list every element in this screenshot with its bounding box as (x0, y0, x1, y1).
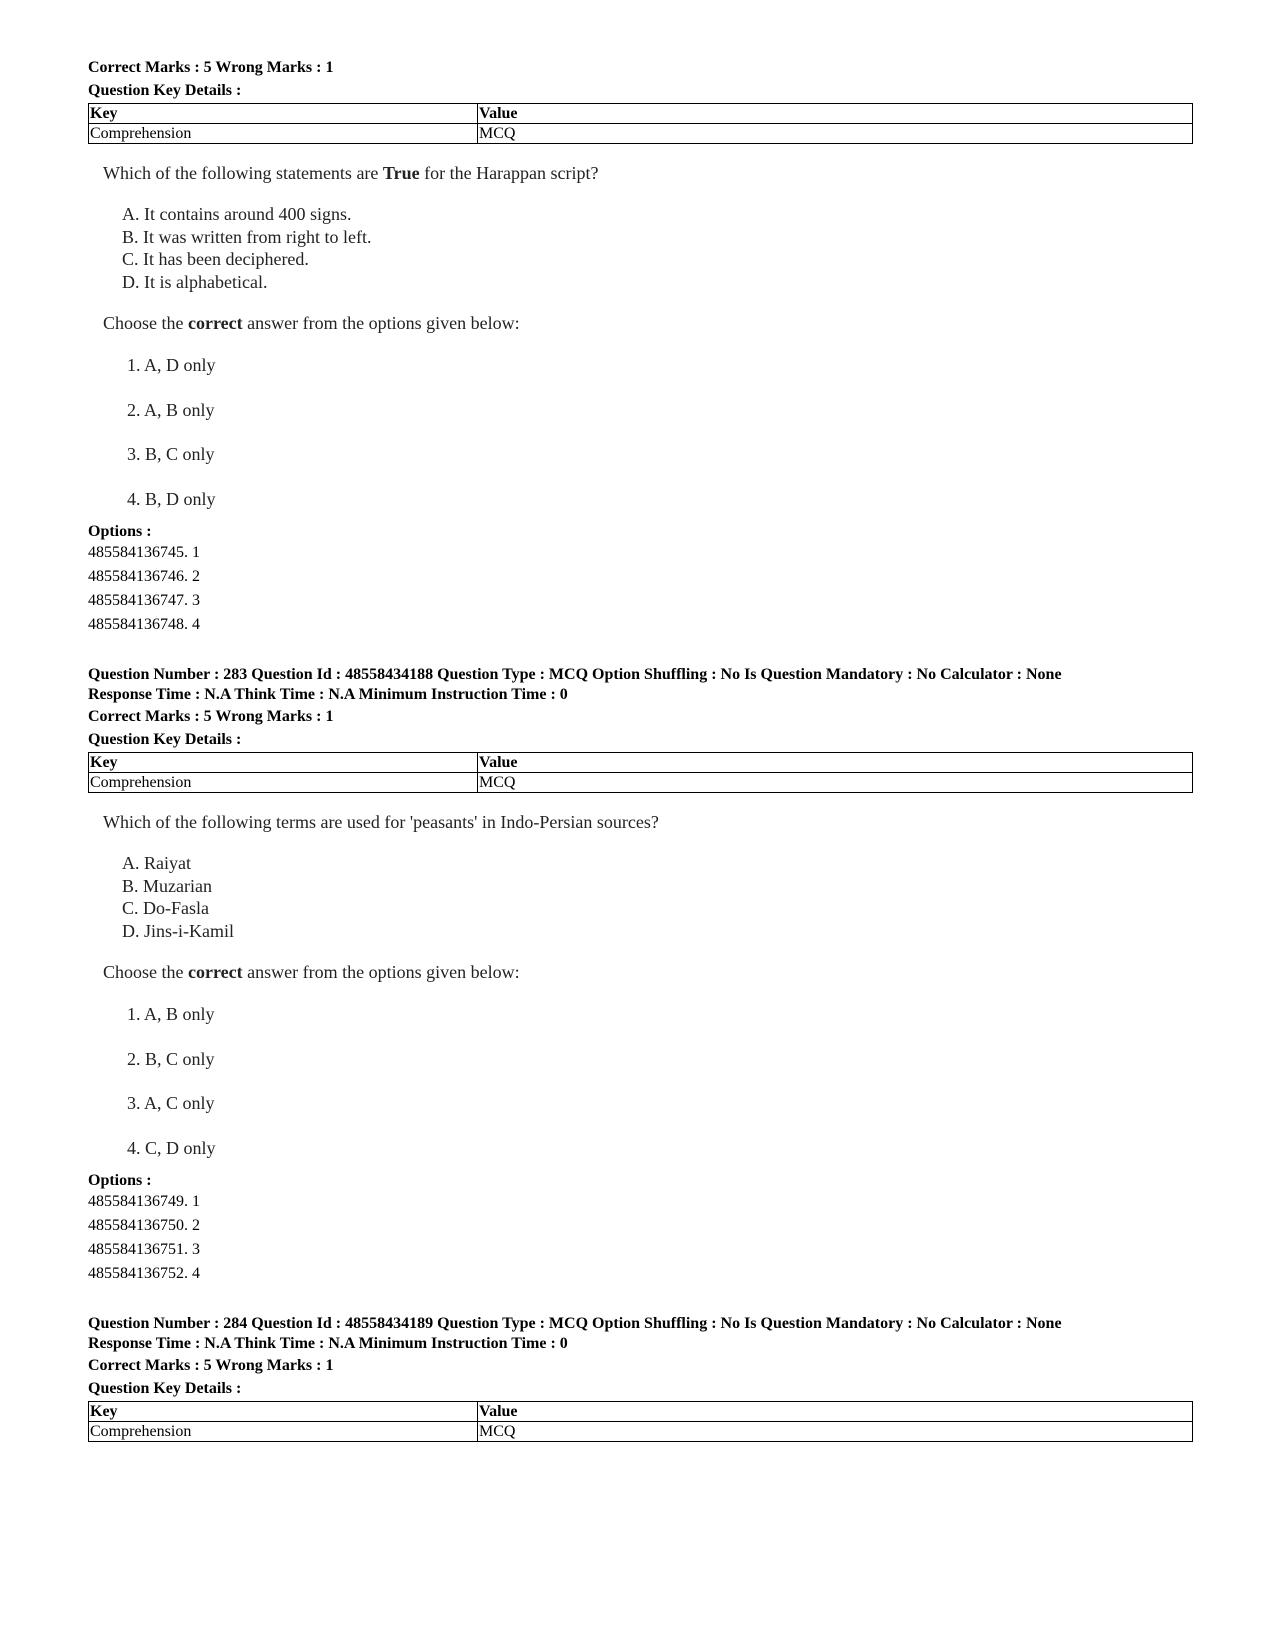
table-cell-value: MCQ (478, 773, 1193, 793)
option-id: 485584136752. 4 (88, 1265, 200, 1282)
question-meta-line: Question Number : 283 Question Id : 48558434188 Question Type : MCQ Option Shuffling : No Is Question Mandatory : No Calculator : None (88, 666, 1062, 683)
table-header-row (89, 104, 1193, 124)
marks-line: Correct Marks : 5 Wrong Marks : 1 (88, 708, 334, 725)
answer-choice: 4. C, D only (127, 1137, 216, 1158)
question-content (103, 162, 1193, 510)
table-header-key: Key (89, 104, 478, 124)
table-row (89, 773, 1193, 793)
table-header-row (89, 1402, 1193, 1422)
table-header-value: Value (478, 1402, 1193, 1422)
table-row (89, 124, 1193, 144)
option-id: 485584136747. 3 (88, 592, 200, 609)
option-id: 485584136748. 4 (88, 616, 200, 633)
key-details-table (88, 1401, 1193, 1442)
question-block-282 (88, 58, 1193, 637)
statement-item: C. It has been deciphered. (122, 249, 309, 269)
option-id: 485584136750. 2 (88, 1217, 200, 1234)
key-details-table (88, 103, 1193, 144)
key-details-label: Question Key Details : (88, 1380, 242, 1397)
key-details-label: Question Key Details : (88, 731, 242, 748)
options-label: Options : (88, 523, 152, 540)
statement-item: D. Jins-i-Kamil (122, 920, 234, 941)
answer-choice: 3. A, C only (127, 1093, 215, 1113)
question-stem: Which of the following statements are True for the Harappan script? (103, 163, 599, 183)
choose-instruction: Choose the correct answer from the options given below: (103, 962, 520, 982)
document-page (88, 58, 1193, 1442)
question-block-284 (88, 1314, 1193, 1442)
statement-item: B. Muzarian (122, 875, 212, 896)
answer-choice: 4. B, D only (127, 488, 216, 509)
answer-choice: 2. A, B only (127, 399, 215, 420)
option-id: 485584136745. 1 (88, 544, 200, 561)
table-cell-key: Comprehension (89, 1422, 478, 1442)
table-cell-key: Comprehension (89, 773, 478, 793)
table-cell-value: MCQ (478, 1422, 1193, 1442)
table-row (89, 1422, 1193, 1442)
option-id: 485584136746. 2 (88, 568, 200, 585)
question-meta-line: Question Number : 284 Question Id : 48558434189 Question Type : MCQ Option Shuffling : No Is Question Mandatory : No Calculator : None (88, 1315, 1062, 1332)
answer-choice: 2. B, C only (127, 1048, 215, 1069)
question-stem: Which of the following terms are used for 'peasants' in Indo-Persian sources? (103, 812, 659, 832)
answer-choice-list (127, 1003, 1193, 1159)
statement-item: A. It contains around 400 signs. (122, 204, 352, 224)
marks-line: Correct Marks : 5 Wrong Marks : 1 (88, 1357, 334, 1374)
table-cell-key: Comprehension (89, 124, 478, 144)
statement-list (122, 852, 1193, 942)
statement-item: A. Raiyat (122, 853, 191, 873)
option-id: 485584136749. 1 (88, 1193, 200, 1210)
options-label: Options : (88, 1172, 152, 1189)
table-header-row (89, 753, 1193, 773)
statement-item: C. Do-Fasla (122, 898, 209, 918)
option-id-list (88, 541, 1193, 637)
table-cell-value: MCQ (478, 124, 1193, 144)
question-content (103, 811, 1193, 1159)
key-details-table (88, 752, 1193, 793)
statement-list (122, 203, 1193, 293)
answer-choice-list (127, 354, 1193, 510)
answer-choice: 3. B, C only (127, 444, 215, 464)
answer-choice: 1. A, D only (127, 355, 216, 375)
option-id-list (88, 1190, 1193, 1286)
question-block-283 (88, 665, 1193, 1286)
question-meta-line: Response Time : N.A Think Time : N.A Minimum Instruction Time : 0 (88, 1334, 568, 1352)
key-details-label: Question Key Details : (88, 82, 242, 99)
table-header-value: Value (478, 753, 1193, 773)
question-meta-line: Response Time : N.A Think Time : N.A Minimum Instruction Time : 0 (88, 685, 568, 703)
table-header-key: Key (89, 1402, 478, 1422)
marks-line: Correct Marks : 5 Wrong Marks : 1 (88, 59, 334, 76)
table-header-value: Value (478, 104, 1193, 124)
choose-instruction: Choose the correct answer from the options given below: (103, 313, 520, 333)
statement-item: D. It is alphabetical. (122, 271, 268, 292)
answer-choice: 1. A, B only (127, 1004, 215, 1024)
option-id: 485584136751. 3 (88, 1241, 200, 1258)
statement-item: B. It was written from right to left. (122, 226, 372, 247)
table-header-key: Key (89, 753, 478, 773)
